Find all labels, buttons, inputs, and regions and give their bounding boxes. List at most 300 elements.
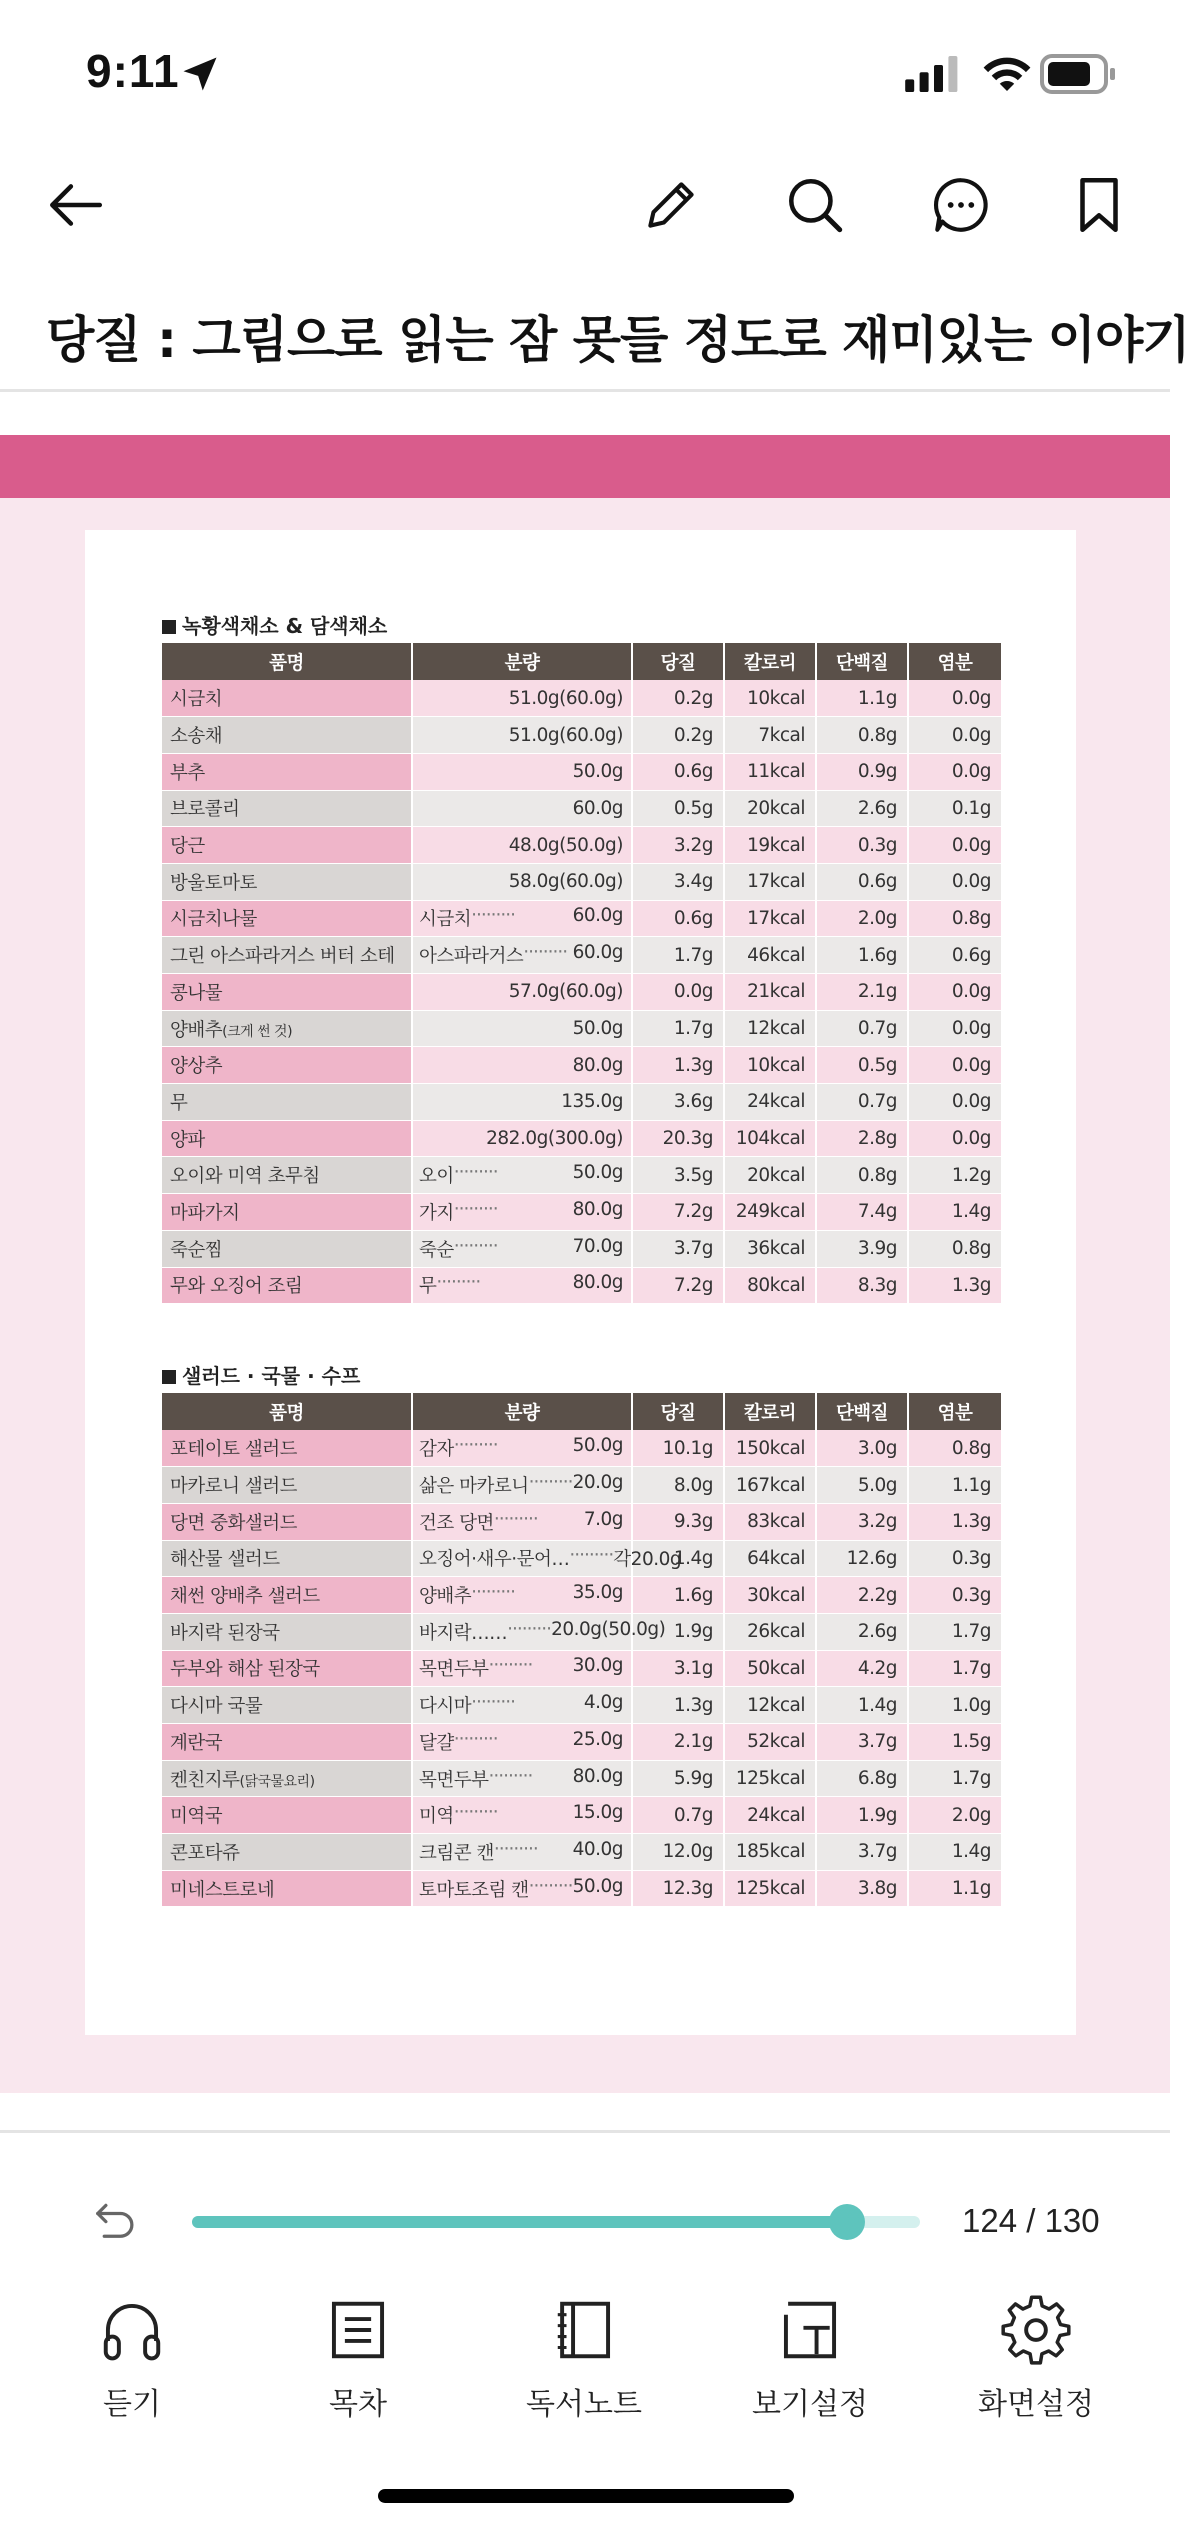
amount-cell (412, 1613, 666, 1650)
food-name-text: 무와 오징어 조림 (170, 1276, 303, 1298)
page-sheet (85, 530, 1076, 2035)
amount-value: 58.0g(60.0g) (508, 871, 623, 893)
column-header: 단백질 (816, 1393, 908, 1430)
table-row (162, 1797, 1002, 1834)
sugar-cell: 3.5g (632, 1157, 724, 1194)
nav-label: 목차 (329, 2387, 387, 2422)
food-name-note: (닭국물요리) (239, 1773, 315, 1790)
sugar-cell: 7.2g (632, 1194, 724, 1231)
food-name-text: 그린 아스파라거스 버터 소테 (170, 946, 395, 968)
ingredient-label: 미역 (419, 1806, 454, 1828)
food-name (162, 827, 412, 864)
table-row (162, 1157, 1002, 1194)
ingredient-label: 다시마 (419, 1696, 472, 1718)
kcal-cell: 12kcal (724, 1687, 816, 1724)
column-header: 품명 (162, 643, 412, 680)
sugar-cell: 1.6g (632, 1577, 724, 1614)
salt-cell: 1.2g (908, 1157, 1002, 1194)
table-row (162, 1724, 1002, 1761)
amount-value: 48.0g(50.0g) (508, 834, 623, 856)
sugar-cell: 5.9g (632, 1760, 724, 1797)
protein-cell: 8.3g (816, 1267, 908, 1304)
salt-cell: 1.7g (908, 1760, 1002, 1797)
protein-cell: 3.8g (816, 1870, 908, 1907)
food-name (162, 937, 412, 974)
protein-cell: 2.6g (816, 790, 908, 827)
protein-cell: 3.7g (816, 1724, 908, 1761)
sugar-cell: 0.2g (632, 717, 724, 754)
nav-label: 화면설정 (978, 2387, 1094, 2422)
comment-icon[interactable] (928, 172, 994, 238)
food-name-text: 미역국 (170, 1806, 223, 1828)
protein-cell: 3.0g (816, 1430, 908, 1467)
salt-cell: 1.1g (908, 1467, 1002, 1504)
search-icon[interactable] (782, 172, 848, 238)
nav-reading-note[interactable] (494, 2295, 674, 2425)
wifi-icon (980, 52, 1034, 94)
food-name-text: 방울토마토 (170, 872, 257, 894)
salt-cell: 0.3g (908, 1577, 1002, 1614)
ingredient-label: 삶은 마카로니 (419, 1476, 529, 1498)
salt-cell: 0.0g (908, 1084, 1002, 1121)
table-row (162, 1230, 1002, 1267)
salt-cell: 0.0g (908, 863, 1002, 900)
food-name-text: 당근 (170, 836, 205, 858)
salt-cell: 0.1g (908, 790, 1002, 827)
section-title-text: 녹황색채소 & 담색채소 (182, 614, 388, 638)
food-name (162, 1687, 412, 1724)
amount-cell (412, 1267, 632, 1304)
leader-dots: ········· (453, 1198, 498, 1220)
nutrition-table (162, 1393, 1003, 1907)
amount-value: 50.0g (572, 761, 623, 783)
leader-dots: ········· (488, 1655, 533, 1677)
amount-cell (412, 1467, 632, 1504)
food-name (162, 1467, 412, 1504)
text-settings-icon (775, 2295, 845, 2365)
sugar-cell: 3.6g (632, 1084, 724, 1121)
section-title (162, 1360, 360, 1389)
column-header: 단백질 (816, 643, 908, 680)
ingredient-label: 가지 (419, 1202, 454, 1224)
food-name (162, 1540, 412, 1577)
battery-icon (1040, 54, 1116, 94)
food-name-text: 죽순찜 (170, 1239, 223, 1261)
protein-cell: 7.4g (816, 1194, 908, 1231)
amount-cell (412, 827, 632, 864)
salt-cell: 0.0g (908, 1120, 1002, 1157)
amount-value: 각20.0g (613, 1549, 682, 1571)
leader-dots: ········· (569, 1545, 614, 1567)
kcal-cell: 20kcal (724, 790, 816, 827)
nav-screen-settings[interactable] (946, 2295, 1126, 2425)
amount-cell (412, 1157, 632, 1194)
reader-toolbar (0, 160, 1170, 260)
sugar-cell: 10.1g (632, 1430, 724, 1467)
table-row (162, 1120, 1002, 1157)
sugar-cell: 1.7g (632, 1010, 724, 1047)
protein-cell: 2.2g (816, 1577, 908, 1614)
protein-cell: 2.6g (816, 1613, 908, 1650)
amount-cell (412, 717, 632, 754)
food-name (162, 753, 412, 790)
ingredient-label: 달걀 (419, 1732, 454, 1754)
protein-cell: 0.6g (816, 863, 908, 900)
column-header: 분량 (412, 1393, 632, 1430)
leader-dots: ········· (453, 1435, 498, 1457)
kcal-cell: 167kcal (724, 1467, 816, 1504)
salt-cell: 0.6g (908, 937, 1002, 974)
salt-cell: 0.0g (908, 1047, 1002, 1084)
protein-cell: 3.2g (816, 1503, 908, 1540)
ingredient-label: 목면두부 (419, 1659, 489, 1681)
food-name (162, 1230, 412, 1267)
amount-value: 15.0g (572, 1802, 623, 1824)
amount-value: 80.0g (572, 1198, 623, 1220)
sugar-cell: 3.2g (632, 827, 724, 864)
amount-cell (412, 1230, 632, 1267)
amount-value: 35.0g (572, 1582, 623, 1604)
column-header: 분량 (412, 643, 632, 680)
amount-cell (412, 1834, 632, 1871)
kcal-cell: 24kcal (724, 1084, 816, 1121)
column-header: 칼로리 (724, 1393, 816, 1430)
food-name (162, 717, 412, 754)
food-name (162, 974, 412, 1011)
kcal-cell: 24kcal (724, 1797, 816, 1834)
book-title: 당질 : 그림으로 읽는 잠 못들 정도로 재미있는 이야기 (46, 311, 1190, 369)
salt-cell: 0.0g (908, 827, 1002, 864)
salt-cell: 1.7g (908, 1650, 1002, 1687)
food-name-text: 켄친지루 (170, 1769, 240, 1791)
column-header: 당질 (632, 643, 724, 680)
protein-cell: 6.8g (816, 1760, 908, 1797)
table-row (162, 1010, 1002, 1047)
food-name (162, 790, 412, 827)
book-page[interactable] (0, 435, 1170, 2093)
amount-cell (412, 1047, 632, 1084)
food-name (162, 1267, 412, 1304)
home-indicator (378, 2489, 794, 2503)
amount-cell (412, 1687, 632, 1724)
food-name-text: 바지락 된장국 (170, 1622, 280, 1644)
salt-cell: 1.7g (908, 1613, 1002, 1650)
sugar-cell: 0.7g (632, 1797, 724, 1834)
sugar-cell: 9.3g (632, 1503, 724, 1540)
leader-dots: ········· (453, 1162, 498, 1184)
food-name-text: 소송채 (170, 726, 223, 748)
title-divider (0, 389, 1170, 392)
protein-cell: 2.1g (816, 974, 908, 1011)
salt-cell: 0.0g (908, 974, 1002, 1011)
sugar-cell: 1.7g (632, 937, 724, 974)
protein-cell: 4.2g (816, 1650, 908, 1687)
amount-cell (412, 1540, 682, 1577)
food-name (162, 900, 412, 937)
salt-cell: 1.1g (908, 1870, 1002, 1907)
ingredient-label: 시금치 (419, 909, 472, 931)
food-name-text: 당면 중화샐러드 (170, 1512, 297, 1534)
bookmark-icon[interactable] (1066, 172, 1132, 238)
food-name (162, 1577, 412, 1614)
sugar-cell: 3.1g (632, 1650, 724, 1687)
table-row (162, 1503, 1002, 1540)
food-name (162, 680, 412, 717)
page-progress-slider[interactable] (192, 2216, 920, 2228)
amount-cell (412, 937, 632, 974)
kcal-cell: 10kcal (724, 680, 816, 717)
food-name (162, 1870, 412, 1907)
sugar-cell: 0.6g (632, 753, 724, 790)
ingredient-label: 오이 (419, 1166, 454, 1188)
amount-cell (412, 1797, 632, 1834)
amount-value: 50.0g (572, 1435, 623, 1457)
salt-cell: 2.0g (908, 1797, 1002, 1834)
leader-dots: ········· (471, 1692, 516, 1714)
kcal-cell: 19kcal (724, 827, 816, 864)
pencil-icon[interactable] (638, 172, 704, 238)
food-name-text: 콘포타쥬 (170, 1842, 240, 1864)
ingredient-label: 죽순 (419, 1239, 454, 1261)
food-name (162, 1047, 412, 1084)
food-name (162, 863, 412, 900)
column-header: 당질 (632, 1393, 724, 1430)
food-name-text: 콩나물 (170, 982, 223, 1004)
protein-cell: 1.1g (816, 680, 908, 717)
amount-cell (412, 1084, 632, 1121)
nav-view-settings[interactable] (720, 2295, 900, 2425)
food-name-text: 무 (170, 1092, 188, 1114)
kcal-cell: 64kcal (724, 1540, 816, 1577)
ingredient-label: 목면두부 (419, 1769, 489, 1791)
food-name (162, 1084, 412, 1121)
table-row (162, 900, 1002, 937)
table-row (162, 1577, 1002, 1614)
amount-value: 50.0g (572, 1875, 623, 1897)
amount-cell (412, 1577, 632, 1614)
nav-listen[interactable] (42, 2295, 222, 2425)
kcal-cell: 20kcal (724, 1157, 816, 1194)
nav-label: 듣기 (103, 2387, 161, 2422)
amount-value: 80.0g (572, 1272, 623, 1294)
progress-fill (192, 2216, 847, 2228)
kcal-cell: 52kcal (724, 1724, 816, 1761)
list-icon (323, 2295, 393, 2365)
kcal-cell: 10kcal (724, 1047, 816, 1084)
leader-dots: ········· (453, 1235, 498, 1257)
food-name-text: 다시마 국물 (170, 1696, 263, 1718)
salt-cell: 0.0g (908, 680, 1002, 717)
kcal-cell: 17kcal (724, 900, 816, 937)
food-name (162, 1157, 412, 1194)
food-name-text: 채썬 양배추 샐러드 (170, 1586, 320, 1608)
kcal-cell: 125kcal (724, 1760, 816, 1797)
undo-icon[interactable] (88, 2194, 140, 2246)
kcal-cell: 21kcal (724, 974, 816, 1011)
sugar-cell: 12.3g (632, 1870, 724, 1907)
amount-value: 60.0g (572, 905, 623, 927)
food-name-text: 브로콜리 (170, 799, 240, 821)
salt-cell: 1.4g (908, 1834, 1002, 1871)
food-name-text: 계란국 (170, 1732, 223, 1754)
protein-cell: 0.3g (816, 827, 908, 864)
ingredient-label: 바지락…… (419, 1622, 508, 1644)
amount-value: 51.0g(60.0g) (508, 724, 623, 746)
food-name-text: 양파 (170, 1129, 205, 1151)
table-row (162, 1430, 1002, 1467)
food-name (162, 1503, 412, 1540)
protein-cell: 3.9g (816, 1230, 908, 1267)
kcal-cell: 26kcal (724, 1613, 816, 1650)
food-name (162, 1430, 412, 1467)
food-name-text: 오이와 미역 초무침 (170, 1166, 320, 1188)
kcal-cell: 46kcal (724, 937, 816, 974)
column-header: 품명 (162, 1393, 412, 1430)
salt-cell: 0.0g (908, 1010, 1002, 1047)
salt-cell: 0.3g (908, 1540, 1002, 1577)
table-row (162, 1084, 1002, 1121)
table-row (162, 717, 1002, 754)
table-row (162, 1267, 1002, 1304)
amount-value: 7.0g (583, 1508, 623, 1530)
nav-contents[interactable] (268, 2295, 448, 2425)
amount-value: 50.0g (572, 1162, 623, 1184)
protein-cell: 0.7g (816, 1010, 908, 1047)
nav-label: 독서노트 (526, 2387, 642, 2422)
table-row (162, 753, 1002, 790)
column-header: 염분 (908, 1393, 1002, 1430)
food-name (162, 1724, 412, 1761)
food-name-text: 해산물 샐러드 (170, 1549, 280, 1571)
sugar-cell: 1.3g (632, 1047, 724, 1084)
progress-knob[interactable] (829, 2204, 865, 2240)
protein-cell: 0.7g (816, 1084, 908, 1121)
kcal-cell: 185kcal (724, 1834, 816, 1871)
table-row (162, 1540, 1002, 1577)
table-row (162, 1870, 1002, 1907)
amount-cell (412, 1650, 632, 1687)
kcal-cell: 11kcal (724, 753, 816, 790)
ingredient-label: 토마토조림 캔 (419, 1879, 529, 1901)
salt-cell: 1.3g (908, 1267, 1002, 1304)
status-time: 9:11 (86, 45, 180, 97)
section-title-text: 샐러드 · 국물 · 수프 (182, 1364, 361, 1388)
food-name-text: 시금치나물 (170, 909, 257, 931)
leader-dots: ········· (493, 1838, 538, 1860)
protein-cell: 3.7g (816, 1834, 908, 1871)
ingredient-label: 아스파라거스 (419, 946, 524, 968)
amount-cell (412, 1010, 632, 1047)
table-row (162, 1834, 1002, 1871)
headphones-icon (97, 2295, 167, 2365)
food-name-text: 미네스트로네 (170, 1879, 275, 1901)
food-name (162, 1834, 412, 1871)
leader-dots: ········· (523, 942, 568, 964)
protein-cell: 2.0g (816, 900, 908, 937)
leader-dots: ········· (528, 1875, 573, 1897)
protein-cell: 1.4g (816, 1687, 908, 1724)
amount-cell (412, 900, 632, 937)
salt-cell: 1.4g (908, 1194, 1002, 1231)
back-arrow-icon[interactable] (42, 172, 108, 238)
food-name (162, 1797, 412, 1834)
amount-value: 80.0g (572, 1054, 623, 1076)
amount-value: 282.0g(300.0g) (486, 1128, 623, 1150)
food-name (162, 1010, 412, 1047)
kcal-cell: 83kcal (724, 1503, 816, 1540)
salt-cell: 0.8g (908, 1430, 1002, 1467)
amount-cell (412, 1194, 632, 1231)
amount-cell (412, 1760, 632, 1797)
sugar-cell: 3.4g (632, 863, 724, 900)
table-row (162, 1467, 1002, 1504)
amount-cell (412, 1120, 632, 1157)
amount-cell (412, 790, 632, 827)
salt-cell: 1.3g (908, 1503, 1002, 1540)
sugar-cell: 20.3g (632, 1120, 724, 1157)
amount-cell (412, 1430, 632, 1467)
table-row (162, 863, 1002, 900)
leader-dots: ········· (436, 1272, 481, 1294)
amount-value: 4.0g (583, 1692, 623, 1714)
leader-dots: ········· (453, 1728, 498, 1750)
ingredient-label: 크림콘 캔 (419, 1842, 494, 1864)
protein-cell: 0.8g (816, 717, 908, 754)
food-name-text: 양배추 (170, 1019, 223, 1041)
amount-value: 57.0g(60.0g) (508, 981, 623, 1003)
leader-dots: ········· (471, 1582, 516, 1604)
amount-value: 60.0g (572, 797, 623, 819)
kcal-cell: 50kcal (724, 1650, 816, 1687)
food-name-text: 시금치 (170, 689, 223, 711)
food-name-text: 부추 (170, 762, 205, 784)
amount-value: 20.0g (572, 1472, 623, 1494)
table-row (162, 1760, 1002, 1797)
sugar-cell: 12.0g (632, 1834, 724, 1871)
protein-cell: 12.6g (816, 1540, 908, 1577)
kcal-cell: 104kcal (724, 1120, 816, 1157)
leader-dots: ········· (453, 1802, 498, 1824)
amount-value: 40.0g (572, 1838, 623, 1860)
status-bar (0, 0, 1170, 150)
amount-cell (412, 1870, 632, 1907)
salt-cell: 1.5g (908, 1724, 1002, 1761)
table-row (162, 680, 1002, 717)
table-row (162, 1047, 1002, 1084)
table-row (162, 1650, 1002, 1687)
food-name (162, 1650, 412, 1687)
table-row (162, 827, 1002, 864)
ingredient-label: 감자 (419, 1439, 454, 1461)
table-row (162, 974, 1002, 1011)
amount-value: 25.0g (572, 1728, 623, 1750)
nav-label: 보기설정 (752, 2387, 868, 2422)
kcal-cell: 150kcal (724, 1430, 816, 1467)
leader-dots: ········· (493, 1508, 538, 1530)
kcal-cell: 80kcal (724, 1267, 816, 1304)
salt-cell: 0.0g (908, 753, 1002, 790)
column-header: 염분 (908, 643, 1002, 680)
salt-cell: 0.8g (908, 1230, 1002, 1267)
leader-dots: ········· (471, 905, 516, 927)
kcal-cell: 36kcal (724, 1230, 816, 1267)
salt-cell: 0.8g (908, 900, 1002, 937)
food-name-text: 마파가지 (170, 1202, 240, 1224)
food-name-text: 양상추 (170, 1056, 223, 1078)
amount-cell (412, 1503, 632, 1540)
amount-value: 80.0g (572, 1765, 623, 1787)
kcal-cell: 12kcal (724, 1010, 816, 1047)
